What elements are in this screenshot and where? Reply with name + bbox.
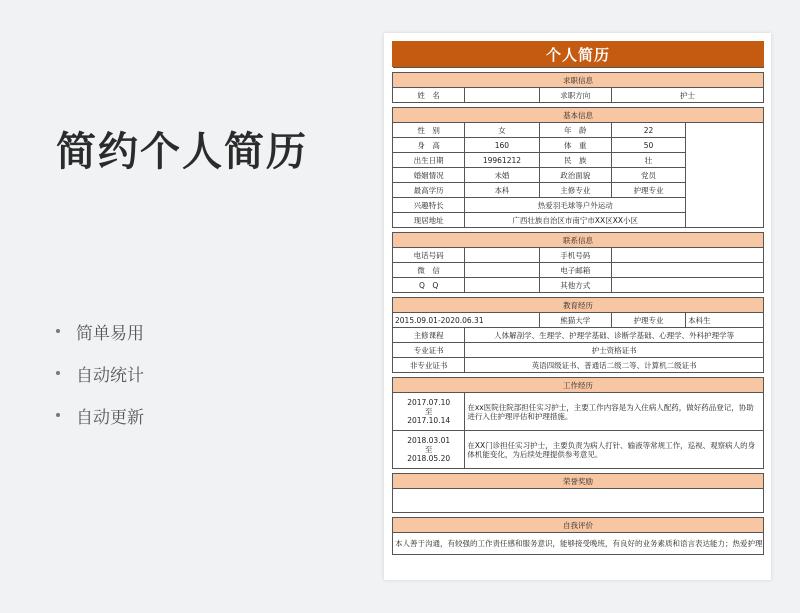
ethnic-label: 民 族	[539, 153, 611, 168]
section-job: 求职信息	[393, 73, 764, 88]
cert-value[interactable]: 护士资格证书	[465, 343, 764, 358]
wechat-label: 微 信	[393, 263, 465, 278]
section-self: 自我评价	[393, 518, 764, 533]
political-value[interactable]: 党员	[611, 168, 685, 183]
work-desc[interactable]: 在XX门诊担任实习护士，主要负责为病人打针、输液等常规工作，巡视、观察病人的身体机能变化，为后续处理提供参考意见。	[465, 431, 764, 469]
degree-label: 最高学历	[393, 183, 465, 198]
edu-period: 2015.09.01-2020.06.31	[393, 313, 540, 328]
feature-item	[56, 310, 144, 352]
bullet-icon	[56, 413, 60, 417]
birth-label: 出生日期	[393, 153, 465, 168]
direction-value[interactable]: 护士	[611, 88, 763, 103]
gender-label: 性 别	[393, 123, 465, 138]
marital-value[interactable]: 未婚	[465, 168, 539, 183]
section-basic: 基本信息	[393, 108, 764, 123]
age-value[interactable]: 22	[611, 123, 685, 138]
marital-label: 婚姻情况	[393, 168, 465, 183]
major-value[interactable]: 护理专业	[611, 183, 685, 198]
courses-label: 主修课程	[393, 328, 465, 343]
self-text[interactable]: 本人善于沟通，有较强的工作责任感和服务意识，能够接受晚班，有良好的业务素质和语言表达能力；热爱护理	[393, 533, 764, 555]
address-label: 现居地址	[393, 213, 465, 228]
section-education: 教育经历	[393, 298, 764, 313]
work-desc[interactable]: 在xx医院住院部担任实习护士，主要工作内容是为入住病人配药，做好药品登记，协助进行入住护理评估和护理措施。	[465, 393, 764, 431]
section-contact: 联系信息	[393, 233, 764, 248]
age-label: 年 龄	[539, 123, 611, 138]
resume-table	[392, 67, 764, 555]
wechat-value[interactable]	[465, 263, 539, 278]
mobile-value[interactable]	[611, 248, 763, 263]
degree-value[interactable]: 本科	[465, 183, 539, 198]
bullet-icon	[56, 371, 60, 375]
noncert-value[interactable]: 英语四级证书、普通话二级二等、计算机二级证书	[465, 358, 764, 373]
work-start: 2018.03.01	[407, 436, 451, 445]
work-end: 2018.05.20	[407, 454, 451, 463]
height-value[interactable]: 160	[465, 138, 539, 153]
feature-label: 自动更新	[76, 407, 144, 428]
phone-value[interactable]	[465, 248, 539, 263]
ethnic-value[interactable]: 壮	[611, 153, 685, 168]
edu-school: 熊猫大学	[539, 313, 611, 328]
gender-value[interactable]: 女	[465, 123, 539, 138]
section-honors: 荣誉奖励	[393, 474, 764, 489]
feature-item	[56, 394, 144, 436]
major-label: 主修专业	[539, 183, 611, 198]
email-value[interactable]	[611, 263, 763, 278]
phone-label: 电话号码	[393, 248, 465, 263]
page-headline: 简约个人简历	[56, 129, 308, 175]
height-label: 身 高	[393, 138, 465, 153]
mobile-label: 手机号码	[539, 248, 611, 263]
email-label: 电子邮箱	[539, 263, 611, 278]
direction-label: 求职方向	[539, 88, 611, 103]
feature-list	[56, 310, 144, 436]
feature-label: 简单易用	[76, 323, 144, 344]
photo-box[interactable]	[686, 123, 764, 228]
section-work: 工作经历	[393, 378, 764, 393]
address-value[interactable]: 广西壮族自治区市南宁市XX区XX小区	[465, 213, 686, 228]
qq-label: Q Q	[393, 278, 465, 293]
cert-label: 专业证书	[393, 343, 465, 358]
resume-sheet	[384, 33, 771, 580]
bullet-icon	[56, 329, 60, 333]
hobby-label: 兴趣特长	[393, 198, 465, 213]
resume-title: 个人简历	[392, 41, 764, 67]
birth-value[interactable]: 19961212	[465, 153, 539, 168]
edu-major: 护理专业	[611, 313, 685, 328]
work-period	[393, 393, 465, 431]
work-to: 至	[424, 407, 433, 416]
name-value[interactable]	[465, 88, 539, 103]
work-to: 至	[424, 445, 433, 454]
hobby-value[interactable]: 热爱羽毛球等户外运动	[465, 198, 686, 213]
political-label: 政治面貌	[539, 168, 611, 183]
noncert-label: 非专业证书	[393, 358, 465, 373]
work-end: 2017.10.14	[407, 416, 451, 425]
name-label: 姓 名	[393, 88, 465, 103]
weight-value[interactable]: 50	[611, 138, 685, 153]
work-start: 2017.07.10	[407, 398, 451, 407]
other-label: 其他方式	[539, 278, 611, 293]
work-period	[393, 431, 465, 469]
feature-label: 自动统计	[76, 365, 144, 386]
qq-value[interactable]	[465, 278, 539, 293]
feature-item	[56, 352, 144, 394]
weight-label: 体 重	[539, 138, 611, 153]
honors-content[interactable]	[393, 489, 764, 513]
courses-value[interactable]: 人体解剖学、生理学、护理学基础、诊断学基础、心理学、外科护理学等	[465, 328, 764, 343]
other-value[interactable]	[611, 278, 763, 293]
edu-level: 本科生	[686, 313, 764, 328]
